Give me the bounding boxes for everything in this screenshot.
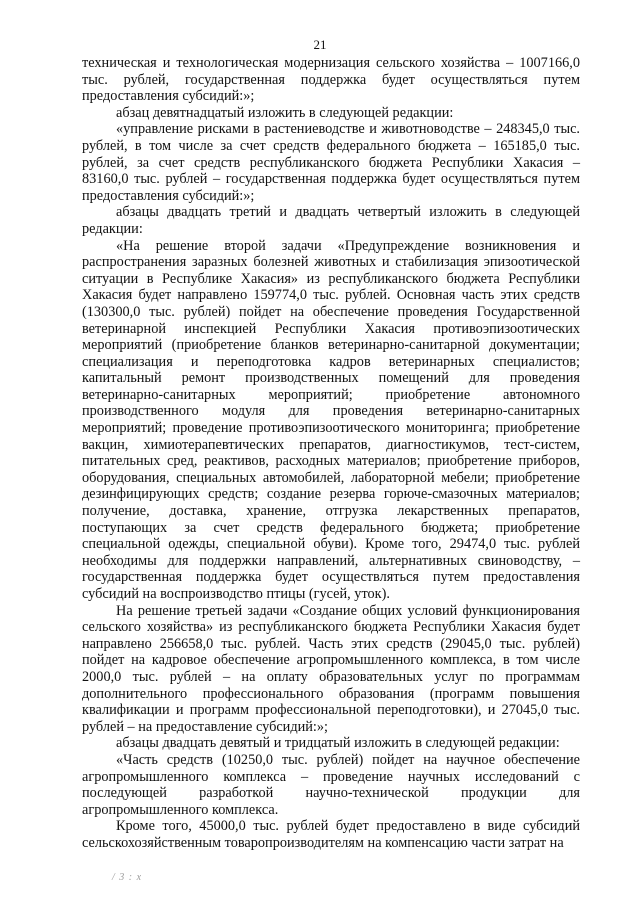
paragraph: «На решение второй задачи «Предупреждение возникновения и распространения заразных болезней животных и стабилизация эпизоотической ситуации в Республике Хакасия» из республиканского бюджета Республики Хакасия будет направлено 159774,0 тыс. рублей. Основная часть этих средств (130300,0 тыс. рублей) пойдет на обеспечение проведения Государственной ветеринарной инспекцией Республики Хакасия противоэпизоотических мероприятий (приобретение бланков ветеринарно-санитарной документации; специализация и переподготовка кадров ветеринарных специалистов; капитальный ремонт производственных помещений для проведения ветеринарно-санитарных мероприятий; приобретение автономного производственного модуля для проведения ветеринарно-санитарных мероприятий; проведение противоэпизоотического мониторинга; приобретение вакцин, химиотерапевтических препаратов, диагностикумов, тест-систем, питательных сред, реактивов, расходных материалов; приобретение приборов, оборудования, специальных автомобилей, лабораторной мебели; приобретение дезинфицирующих средств; создание резерва горюче-смазочных материалов; получение, доставка, хранение, отгрузка лекарственных препаратов, поступающих за счет средств федерального бюджета; приобретение специальной одежды, специальной обуви). Кроме того, 29474,0 тыс. рублей необходимы для поддержки направлений, альтернативных свиноводству, – государственная поддержка будет осуществляться путем предоставления субсидий на воспроизводство птицы (гусей, уток). (82, 237, 580, 602)
footer-mark: / 3 : х (112, 872, 143, 883)
paragraph: На решение третьей задачи «Создание общих условий функционирования сельского хозяйства» из республиканского бюджета Республики Хакасия будет направлено 256658,0 тыс. рублей. Часть этих средств (29045,0 тыс. рублей) пойдет на кадровое обеспечение агропромышленного комплекса, в том числе 2000,0 тыс. рублей – на оплату образовательных услуг по программам дополнительного профессионального образования (программ повышения квалификации и программ профессиональной переподготовки), и 27045,0 тыс. рублей – на предоставление субсидий:»; (82, 602, 580, 735)
document-body (82, 55, 580, 852)
paragraph: техническая и технологическая модернизация сельского хозяйства – 1007166,0 тыс. рублей, государственная поддержка будет осуществляться путем предоставления субсидий:»; (82, 55, 580, 105)
paragraph: абзацы двадцать третий и двадцать четвертый изложить в следующей редакции: (82, 204, 580, 237)
paragraph: «Часть средств (10250,0 тыс. рублей) пойдет на научное обеспечение агропромышленного комплекса – проведение научных исследований с последующей разработкой научно-технической продукции для агропромышленного комплекса. (82, 751, 580, 818)
page-number: 21 (313, 37, 327, 52)
paragraph: «управление рисками в растениеводстве и животноводстве – 248345,0 тыс. рублей, в том числе за счет средств федерального бюджета – 165185,0 тыс. рублей, за счет средств республиканского бюджета Республики Хакасия – 83160,0 тыс. рублей – государственная поддержка будет осуществляться путем предоставления субсидий:»; (82, 121, 580, 204)
paragraph: Кроме того, 45000,0 тыс. рублей будет предоставлено в виде субсидий сельскохозяйственным товаропроизводителям на компенсацию части затрат на (82, 818, 580, 851)
paragraph: абзацы двадцать девятый и тридцатый изложить в следующей редакции: (116, 735, 560, 752)
paragraph: абзац девятнадцатый изложить в следующей редакции: (116, 104, 454, 121)
